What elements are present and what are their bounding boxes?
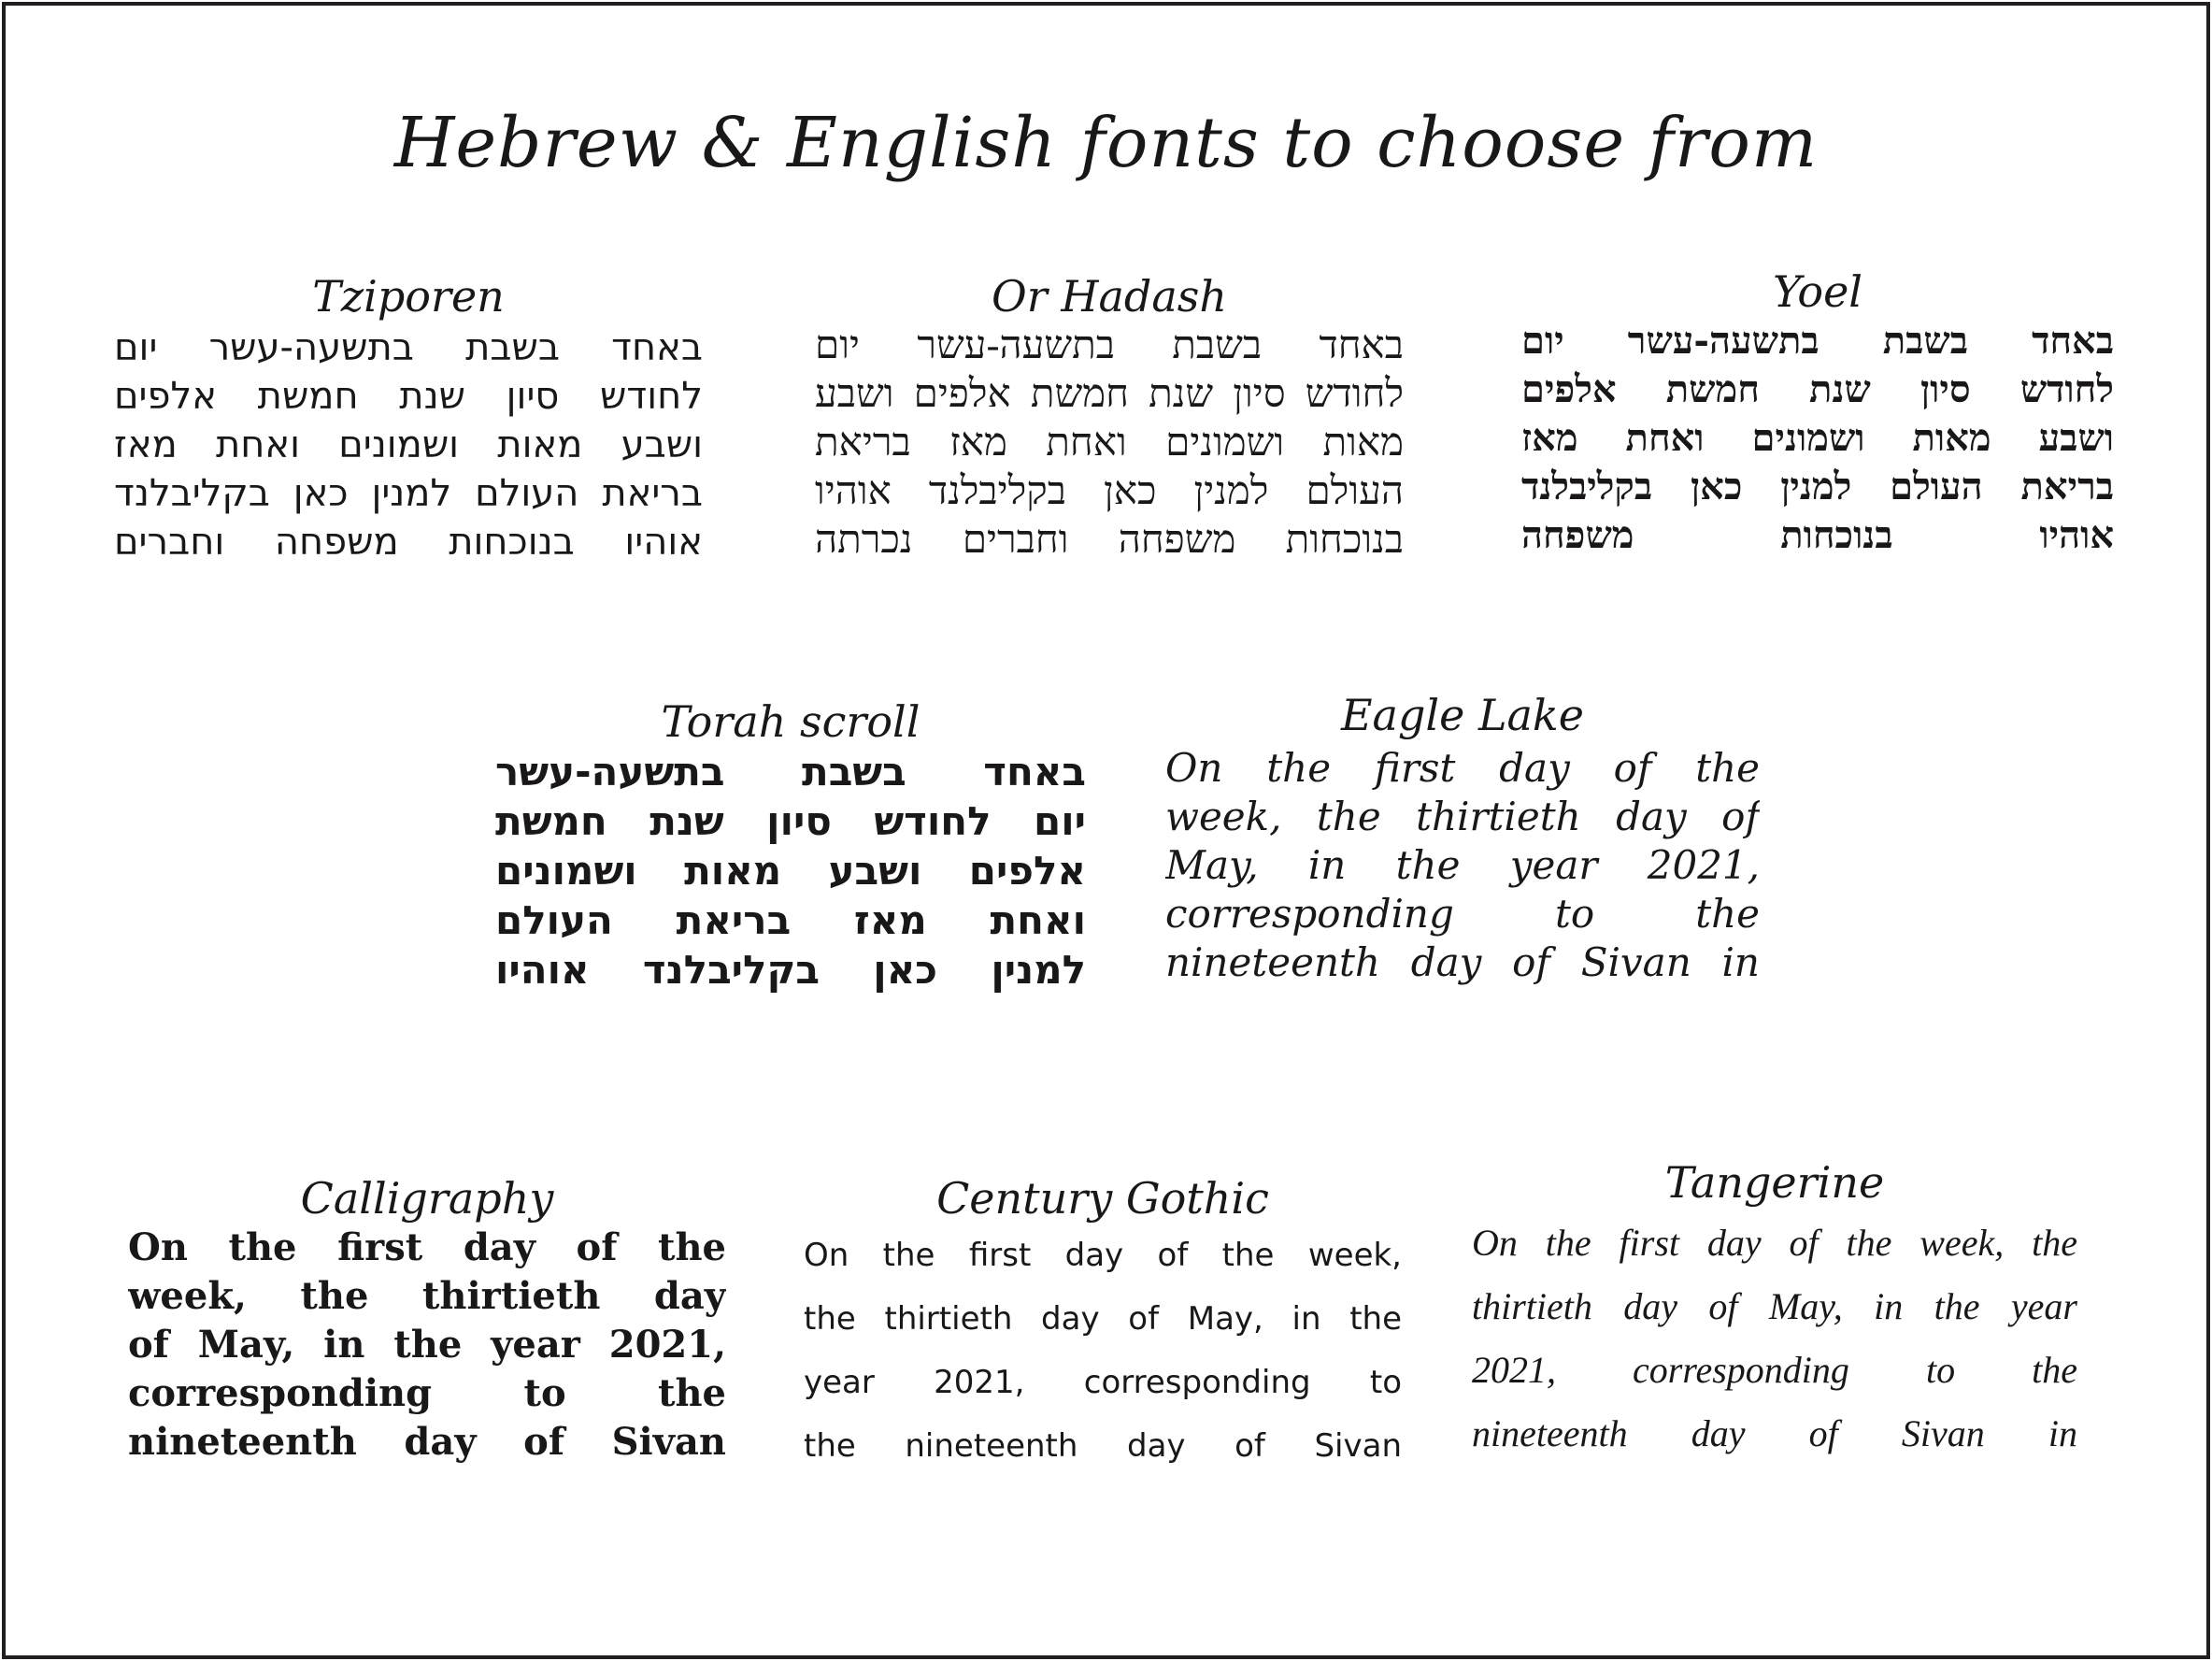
sample-line: באחד בשבת בתשעה-עשר יום [1521, 319, 2114, 363]
sample-line: ושבע מאות ושמונים ואחת מאז [114, 423, 703, 466]
sample-line: nineteenth day of Sivan in [1472, 1412, 2077, 1454]
sample-line: בריאת העולם למנין כאן בקליבלנד [1521, 465, 2114, 508]
font-name-label: Century Gothic [936, 1173, 1269, 1224]
sample-line: בריאת העולם למנין כאן בקליבלנד [114, 472, 703, 515]
font-name-label: Tangerine [1664, 1157, 1885, 1208]
page-title: Hebrew & English fonts to choose from [393, 103, 1819, 183]
sample-line: the nineteenth day of Sivan [804, 1427, 1402, 1465]
sample-line: לחודש סיון שנת חמשת אלפים ושבע [815, 373, 1404, 416]
sample-line: למנין כאן בקליבלנד אוהיו [495, 947, 1086, 993]
sample-line: May, in the year 2021, [1165, 842, 1760, 888]
sample-line: בנוכחות משפחה וחברים נכרתה [815, 519, 1404, 562]
font-sample-torah-scroll [495, 696, 1086, 995]
font-name-label: Eagle Lake [1340, 690, 1585, 740]
font-sample-eagle-lake [1165, 690, 1760, 987]
sample-line: On the first day of the week, the [1472, 1222, 2077, 1264]
sample-line: באחד בשבת בתשעה-עשר יום [815, 324, 1404, 367]
sample-line: On the first day of the [128, 1225, 726, 1269]
sample-line: לחודש סיון שנת חמשת אלפים [114, 375, 703, 418]
sample-text [804, 1224, 1402, 1478]
sample-text [1521, 317, 2114, 560]
sample-text [128, 1224, 726, 1467]
sample-line: 2021, corresponding to the [1472, 1349, 2077, 1391]
sample-line: באחד בשבת בתשעה-עשר [495, 749, 1086, 795]
sample-line: On the first day of the [1165, 745, 1760, 791]
sample-line: העולם למנין כאן בקליבלנד אוהיו [815, 470, 1404, 513]
sample-line: of May, in the year 2021, [128, 1323, 726, 1367]
font-sample-or-hadash [815, 271, 1404, 565]
sample-text [1165, 744, 1760, 987]
font-sample-tziporen [114, 271, 703, 566]
sample-text [1472, 1211, 2077, 1466]
font-name-label: Or Hadash [992, 271, 1227, 322]
sample-line: ואחת מאז בריאת העולם [495, 897, 1086, 943]
sample-line: מאות ושמונים ואחת מאז בריאת [815, 422, 1404, 465]
sample-text [114, 323, 703, 566]
font-name-label: Torah scroll [661, 696, 920, 747]
font-sample-tangerine [1472, 1157, 2077, 1466]
sample-line: corresponding to the [128, 1371, 726, 1415]
sample-line: ושבע מאות ושמונים ואחת מאז [1521, 416, 2114, 460]
sample-line: יום לחודש סיון שנת חמשת [495, 798, 1086, 844]
sample-line: אלפים ושבע מאות ושמונים [495, 848, 1086, 894]
font-name-label: Tziporen [312, 271, 505, 322]
sample-line: year 2021, corresponding to [804, 1364, 1402, 1401]
sample-line: corresponding to the [1165, 891, 1760, 937]
sample-line: אוהיו בנוכחות משפחה [1521, 513, 2114, 557]
sample-text [495, 747, 1086, 995]
font-sample-century-gothic [804, 1173, 1402, 1478]
sample-line: the thirtieth day of May, in the [804, 1300, 1402, 1338]
sample-line: On the first day of the week, [804, 1237, 1402, 1274]
sample-line: week, the thirtieth day of [1165, 794, 1760, 839]
font-sample-yoel [1521, 266, 2114, 560]
font-name-label: Yoel [1773, 266, 1862, 317]
sample-line: אוהיו בנוכחות משפחה וחברים [114, 521, 703, 564]
sample-line: nineteenth day of Sivan [128, 1420, 726, 1464]
sample-line: nineteenth day of Sivan in [1165, 939, 1760, 985]
font-sample-calligraphy [128, 1173, 726, 1467]
sample-line: week, the thirtieth day [128, 1274, 726, 1318]
sample-line: thirtieth day of May, in the year [1472, 1285, 2077, 1327]
sample-text [815, 322, 1404, 565]
sample-line: באחד בשבת בתשעה-עשר יום [114, 326, 703, 369]
sample-line: לחודש סיון שנת חמשת אלפים [1521, 367, 2114, 411]
font-name-label: Calligraphy [300, 1173, 554, 1224]
